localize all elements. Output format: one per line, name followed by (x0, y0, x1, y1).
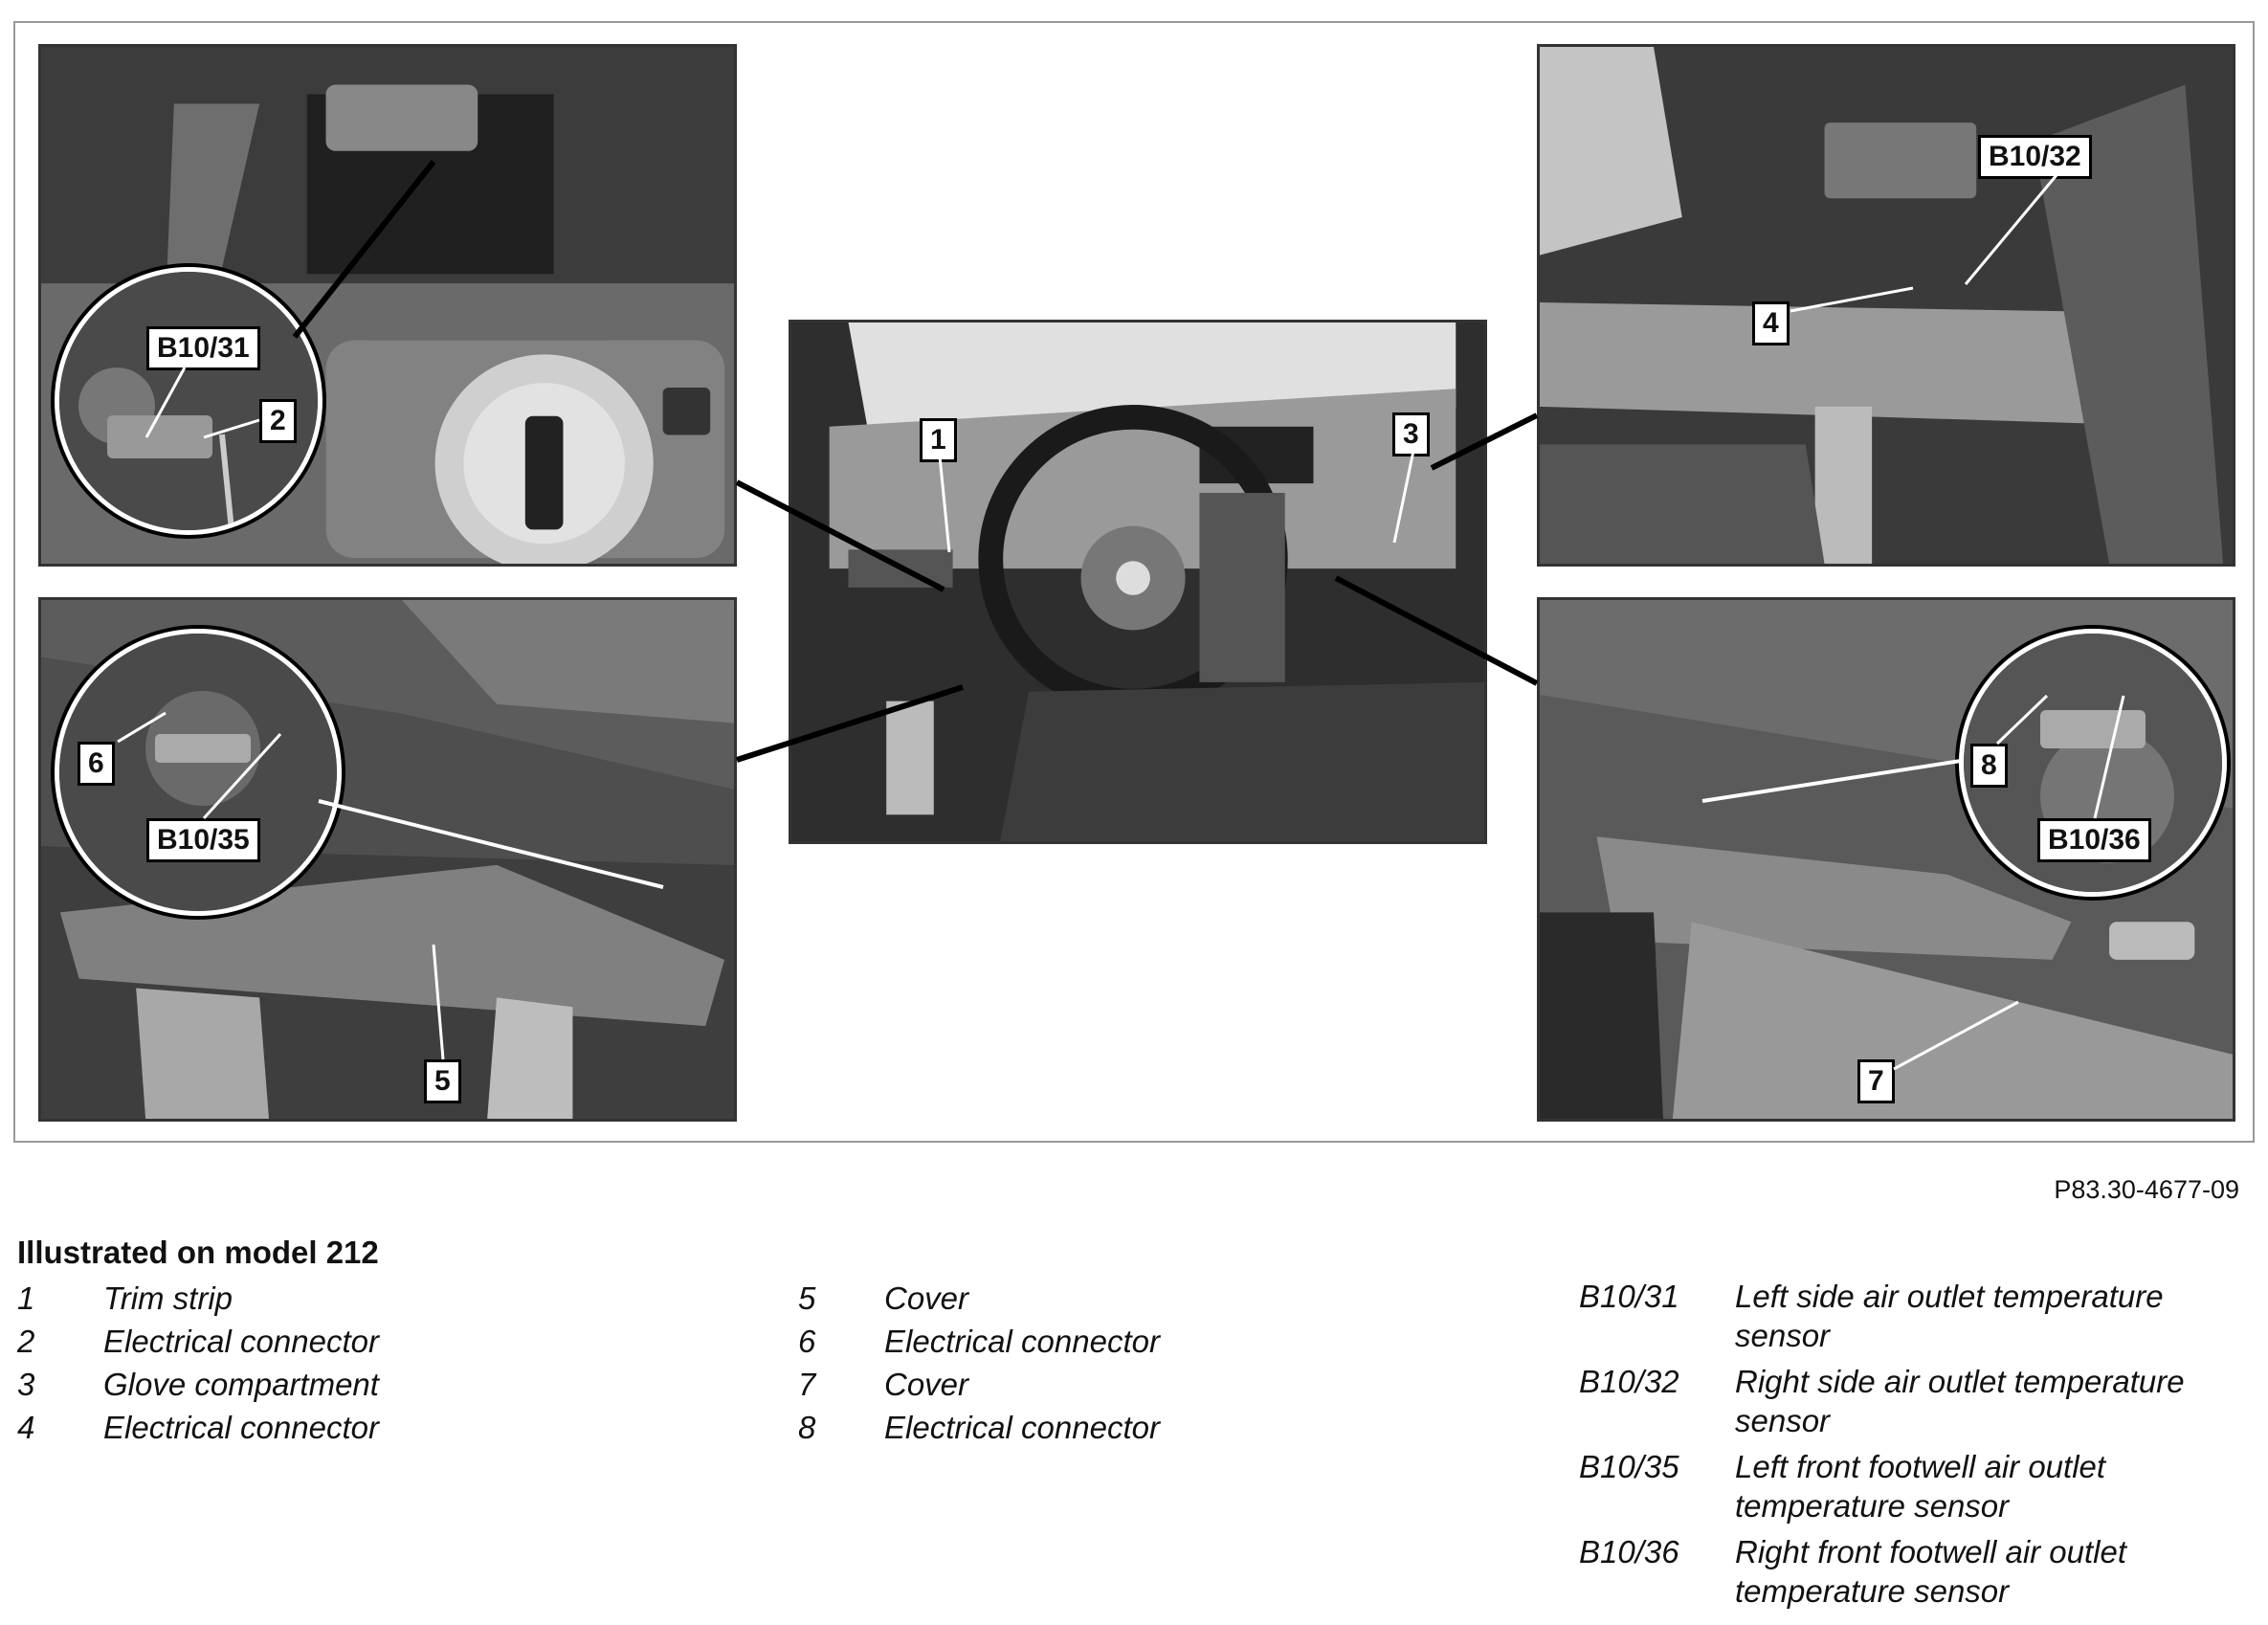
legend-item: 8 Electrical connector (798, 1410, 1160, 1445)
legend-column-2 (798, 1277, 1160, 1449)
legend-title: Illustrated on model 212 (17, 1235, 379, 1270)
callout-b10-32: B10/32 (1978, 135, 2092, 179)
leader-lines-left-bottom (41, 600, 734, 1119)
callout-6: 6 (78, 742, 115, 786)
legend-item: 2 Electrical connector (17, 1324, 379, 1359)
legend-item: B10/31 Left side air outlet temperature sensor (1579, 1279, 2164, 1353)
callout-2: 2 (259, 399, 297, 443)
legend-column-3 (1579, 1277, 2233, 1617)
leader-lines-right-top (1540, 47, 2233, 564)
legend-item: 4 Electrical connector (17, 1410, 379, 1445)
callout-8: 8 (1970, 744, 2008, 788)
photo-left-footwell (38, 597, 737, 1122)
figure-id: P83.30-4677-09 (2054, 1175, 2239, 1204)
legend-item: 5 Cover (798, 1280, 969, 1316)
callout-b10-35: B10/35 (146, 818, 260, 862)
legend-item: 6 Electrical connector (798, 1324, 1160, 1359)
photo-dashboard (789, 320, 1487, 844)
legend-item: B10/35 Left front footwell air outlet temperature sensor (1579, 1449, 2106, 1524)
leader-lines-center (791, 323, 1484, 841)
legend-item: B10/32 Right side air outlet temperature sensor (1579, 1364, 2185, 1438)
callout-7: 7 (1857, 1059, 1895, 1103)
legend-item: 7 Cover (798, 1367, 969, 1402)
callout-1: 1 (920, 418, 957, 462)
photo-glove-compartment (1537, 44, 2235, 567)
photo-light-switch (38, 44, 737, 567)
callout-4: 4 (1752, 301, 1790, 345)
legend-column-1 (17, 1277, 379, 1449)
callout-3: 3 (1392, 412, 1430, 456)
legend-item: 1 Trim strip (17, 1280, 233, 1316)
callout-b10-36: B10/36 (2037, 818, 2151, 862)
leader-lines-left-top (41, 47, 734, 564)
photo-right-footwell (1537, 597, 2235, 1122)
callout-b10-31: B10/31 (146, 326, 260, 370)
legend-item: B10/36 Right front footwell air outlet temperature sensor (1579, 1534, 2127, 1609)
figure-frame (13, 21, 2255, 1143)
callout-5: 5 (424, 1059, 461, 1103)
leader-lines-right-bottom (1540, 600, 2233, 1119)
legend-item: 3 Glove compartment (17, 1367, 379, 1402)
